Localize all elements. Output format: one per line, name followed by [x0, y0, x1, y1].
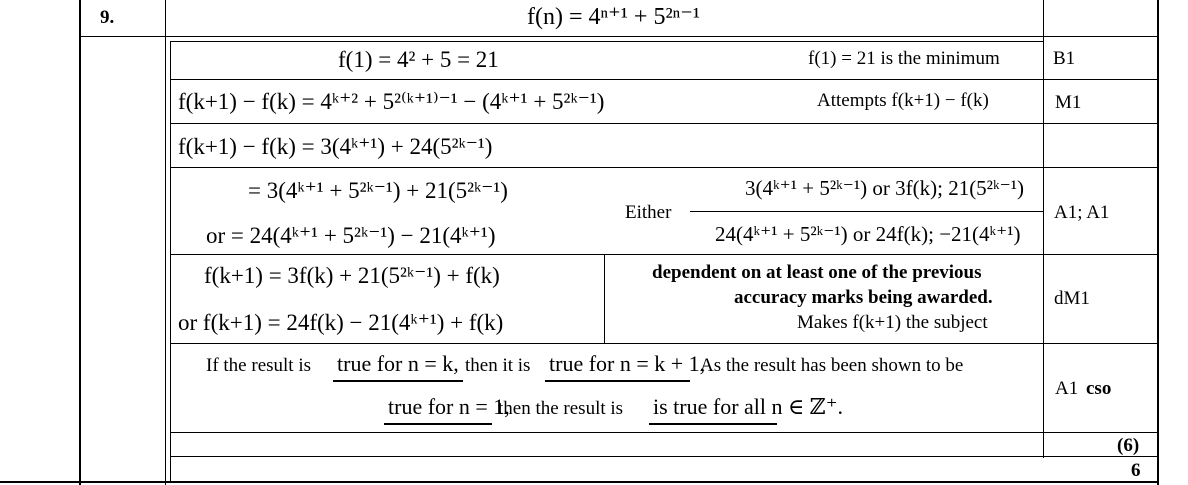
question-number: 9.: [100, 7, 115, 28]
conclusion-highlight: true for n = k,: [337, 351, 459, 376]
grid-line: [170, 254, 1158, 255]
grid-line: [170, 167, 1158, 168]
conclusion-text: If the result is: [206, 355, 312, 376]
mark-code: A1: [1055, 378, 1079, 399]
marking-note: f(1) = 21 is the minimum: [808, 48, 1000, 69]
grid-line: [170, 343, 1158, 344]
mark-code: B1: [1053, 48, 1076, 69]
conclusion-text: then the result is: [498, 398, 624, 419]
grid-line: [170, 456, 1158, 457]
grid-line: [170, 41, 1044, 42]
working-line: or f(k+1) = 24f(k) − 21(4ᵏ⁺¹) + f(k): [178, 310, 504, 335]
grid-line: [170, 79, 1158, 80]
conclusion-highlight: true for n = k + 1,: [549, 351, 706, 376]
either-label: Either: [625, 202, 672, 223]
conclusion-highlight: true for n = 1,: [388, 394, 510, 419]
mark-qualifier: cso: [1086, 378, 1112, 399]
marking-note: accuracy marks being awarded.: [734, 287, 993, 308]
grid-line: [690, 211, 1043, 212]
marking-note: 3(4ᵏ⁺¹ + 5²ᵏ⁻¹) or 3f(k); 21(5²ᵏ⁻¹): [745, 176, 1024, 200]
working-line: f(k+1) = 3f(k) + 21(5²ᵏ⁻¹) + f(k): [204, 263, 500, 288]
marking-note: Attempts f(k+1) − f(k): [817, 90, 989, 111]
grid-line: [79, 0, 81, 485]
working-line: f(1) = 4² + 5 = 21: [338, 47, 499, 72]
working-line: f(k+1) − f(k) = 4ᵏ⁺² + 5²⁽ᵏ⁺¹⁾⁻¹ − (4ᵏ⁺¹ + 5²ᵏ⁻¹): [178, 89, 605, 114]
working-line: or = 24(4ᵏ⁺¹ + 5²ᵏ⁻¹) − 21(4ᵏ⁺¹): [206, 223, 496, 248]
subtotal-marks: (6): [1117, 435, 1140, 456]
grid-line: [165, 0, 166, 485]
grid-line: [79, 36, 1159, 37]
mark-code: dM1: [1054, 288, 1090, 309]
question-statement: f(n) = 4ⁿ⁺¹ + 5²ⁿ⁻¹: [527, 4, 701, 30]
working-line: f(k+1) − f(k) = 3(4ᵏ⁺¹) + 24(5²ᵏ⁻¹): [178, 134, 493, 159]
grid-line: [170, 432, 1158, 433]
conclusion-text: then it is: [465, 355, 531, 376]
underline: [384, 423, 492, 425]
grid-line: [1157, 0, 1159, 485]
conclusion-text: As the result has been shown to be: [700, 355, 964, 376]
underline: [545, 380, 690, 382]
marking-note: dependent on at least one of the previous: [652, 262, 982, 283]
underline: [333, 380, 463, 382]
mark-code: A1; A1: [1054, 202, 1110, 223]
conclusion-highlight: is true for all n ∈ ℤ⁺.: [653, 394, 843, 419]
grid-line: [1043, 0, 1044, 458]
underline: [649, 423, 777, 425]
grid-line: [604, 254, 605, 343]
marking-note: 24(4ᵏ⁺¹ + 5²ᵏ⁻¹) or 24f(k); −21(4ᵏ⁺¹): [715, 222, 1021, 246]
grid-line: [170, 123, 1158, 124]
grid-line: [170, 41, 171, 481]
grid-line: [0, 481, 1159, 483]
mark-code: M1: [1055, 92, 1082, 113]
marking-note: Makes f(k+1) the subject: [797, 312, 988, 333]
working-line: = 3(4ᵏ⁺¹ + 5²ᵏ⁻¹) + 21(5²ᵏ⁻¹): [248, 178, 508, 203]
total-marks: 6: [1131, 460, 1141, 481]
